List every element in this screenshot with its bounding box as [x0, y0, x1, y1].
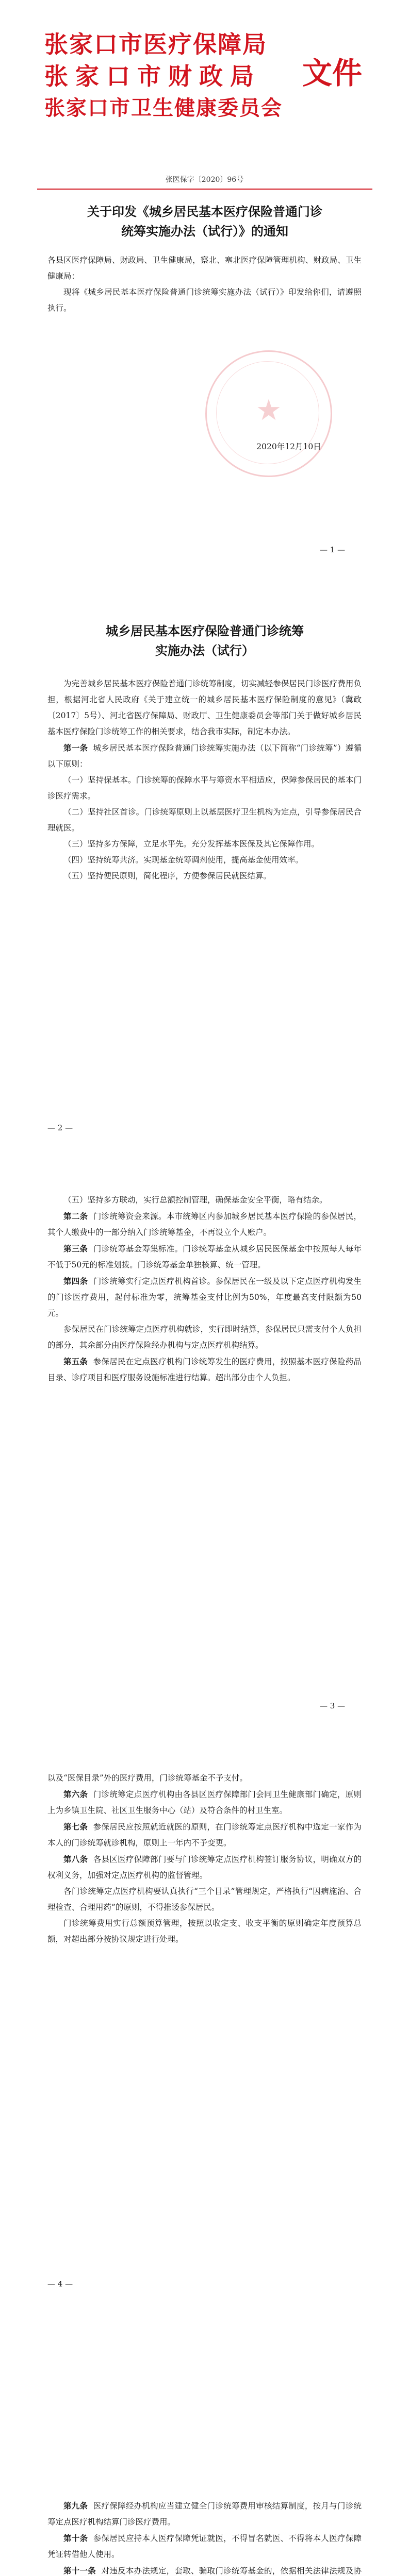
- principle-2: （二）坚持社区首诊。门诊统筹原则上以基层医疗卫生机构为定点，引导参保居民合理就医。: [47, 807, 362, 833]
- notice-title: [37, 202, 372, 241]
- article-2-label: 第二条: [63, 1211, 88, 1221]
- article-11-text: 对违反本办法规定，套取、骗取门诊统筹基金的，依据相关法律法规及协: [101, 2566, 362, 2575]
- page-2: [0, 578, 409, 1155]
- measures-title-line1: 城乡居民基本医疗保险普通门诊统筹: [106, 623, 304, 638]
- sign-date: 2020年12月10日: [256, 442, 321, 451]
- measures-title-line2: 实施办法（试行）: [155, 643, 254, 658]
- principle-3: （三）坚持多方保障，立足水平先。充分发挥基本医保及其它保障作用。: [63, 839, 320, 849]
- header-wenjian: 文件: [302, 56, 363, 91]
- measures-body-2: [47, 1192, 362, 1386]
- article-1-text: 城乡居民基本医疗保险普通门诊统筹实施办法（以下简称“门诊统筹”）遵循以下原则：: [47, 743, 362, 769]
- seal-star-icon: ★: [255, 394, 282, 427]
- document-number: 张医保字〔2020〕96号: [165, 176, 244, 184]
- notice-text: 现将《城乡居民基本医疗保险普通门诊统筹实施办法（试行）》印发给你们，请遵照执行。: [47, 287, 362, 313]
- continuation-2: 参保居民在门诊统筹定点医疗机构就诊，实行即时结算，参保居民只需支付个人负担的部分，其余部分由医疗保险经办机构与定点医疗机构结算。: [47, 1325, 362, 1350]
- continuation-3: 以及“医保目录”外的医疗费用，门诊统筹基金不予支付。: [47, 1773, 248, 1783]
- page-5: [0, 2312, 409, 2576]
- continuation-1: （五）坚持多方联动，实行总额控制管理，确保基金安全平衡，略有结余。: [63, 1195, 328, 1205]
- principle-4: （四）坚持统筹共济。实现基金统筹调剂使用，提高基金使用效率。: [63, 855, 304, 865]
- principle-5: （五）坚持便民原则，简化程序，方便参保居民就医结算。: [63, 871, 272, 880]
- article-11: [47, 2563, 362, 2576]
- article-5-label: 第五条: [63, 1357, 88, 1366]
- article-4: [47, 1273, 362, 1321]
- article-9: [47, 2498, 362, 2530]
- page-3: [0, 1156, 409, 1733]
- measures-body-4: [47, 2498, 362, 2576]
- header-agency-2: 张家口市财政局: [44, 62, 261, 90]
- page-1: [0, 0, 409, 577]
- article-8-text: 各县区医疗保障部门要与门诊统筹定点医疗机构签订服务协议，明确双方的权利义务，加强对定点医疗机构的监督管理。: [47, 1855, 362, 1880]
- continuation-5: 门诊统筹费用实行总额预算管理，按照以收定支、收支平衡的原则确定年度预算总额，对超出部分按协议规定进行处理。: [47, 1919, 362, 1944]
- article-11-label: 第十一条: [63, 2566, 96, 2575]
- measures-title: [37, 621, 372, 660]
- red-header: [44, 30, 364, 154]
- article-2-text: 门诊统筹资金来源。本市统筹区内参加城乡居民基本医疗保险的参保居民，其个人缴费中的一部分纳入门诊统筹基金，不再设立个人账户。: [47, 1212, 362, 1237]
- recipients: 各县区医疗保障局、财政局、卫生健康局，察北、塞北医疗保障管理机构、财政局、卫生健康局：: [47, 256, 362, 281]
- measures-body-1: [47, 676, 362, 884]
- article-10: [47, 2530, 362, 2563]
- article-3-label: 第三条: [63, 1244, 88, 1253]
- article-8-label: 第八条: [63, 1854, 88, 1864]
- notice-title-line1: 关于印发《城乡居民基本医疗保险普通门诊: [87, 204, 322, 219]
- article-2: [47, 1208, 362, 1241]
- article-1: [47, 740, 362, 772]
- page-number: — 1 —: [320, 545, 346, 554]
- page-number: — 2 —: [47, 1123, 73, 1132]
- measures-body-3: [47, 1770, 362, 1947]
- page-4: [0, 1734, 409, 2311]
- article-7-text: 参保居民应按照就近就医的原则，在门诊统筹定点医疗机构中选定一家作为本人的门诊统筹就诊机构，原则上一年内不予变更。: [47, 1822, 362, 1848]
- article-5-text: 参保居民在定点医疗机构门诊统筹发生的医疗费用，按照基本医疗保险药品目录、诊疗项目和医疗服务设施标准进行结算。超出部分由个人负担。: [47, 1357, 362, 1382]
- page-number: — 4 —: [47, 2279, 73, 2289]
- red-divider: [37, 189, 372, 190]
- article-5: [47, 1353, 362, 1386]
- article-10-label: 第十条: [63, 2533, 88, 2543]
- intro-paragraph: 为完善城乡居民基本医疗保险普通门诊统筹制度，切实减轻参保居民门诊医疗费用负担，根据河北省人民政府《关于建立统一的城乡居民基本医疗保险制度的意见》（冀政〔2017〕5号）、河北省医疗保障局、财政厅、卫生健康委员会等部门关于做好城乡居民基本医疗保险门诊统筹工作的相关要求，结合我市实际，制定本办法。: [47, 679, 362, 736]
- article-3: [47, 1241, 362, 1273]
- header-agency-3: 张家口市卫生健康委员会: [44, 96, 283, 120]
- article-4-text: 门诊统筹实行定点医疗机构首诊。参保居民在一级及以下定点医疗机构发生的门诊医疗费用，起付标准为零，统筹基金支付比例为50%，年度最高支付限额为50元。: [47, 1277, 362, 1318]
- article-7-label: 第七条: [63, 1822, 88, 1832]
- official-seal: [205, 350, 332, 477]
- header-agency-1: 张家口市医疗保障局: [44, 30, 267, 58]
- article-6-text: 门诊统筹定点医疗机构由各县区医疗保障部门会同卫生健康部门确定，原则上为乡镇卫生院、社区卫生服务中心（站）及符合条件的村卫生室。: [47, 1790, 362, 1815]
- article-3-text: 门诊统筹基金筹集标准。门诊统筹基金从城乡居民医保基金中按照每人每年不低于50元的标准划拨。门诊统筹基金单独核算、统一管理。: [47, 1244, 362, 1269]
- article-6-label: 第六条: [63, 1789, 88, 1799]
- notice-body: [47, 252, 362, 316]
- article-9-text: 医疗保障经办机构应当建立健全门诊统筹费用审核结算制度，按月与门诊统筹定点医疗机构结算门诊医疗费用。: [47, 2501, 362, 2527]
- article-8: [47, 1851, 362, 1884]
- article-1-label: 第一条: [63, 743, 88, 753]
- page-number: — 3 —: [320, 1701, 346, 1710]
- article-7: [47, 1819, 362, 1851]
- continuation-4: 各门诊统筹定点医疗机构要认真执行“三个目录”管理规定，严格执行“因病施治、合理检查、合理用药”的原则，不得推诿参保居民。: [47, 1887, 362, 1912]
- principle-1: （一）坚持保基本。门诊统筹的保障水平与筹资水平相适应，保障参保居民的基本门诊医疗需求。: [47, 775, 362, 801]
- article-10-text: 参保居民应持本人医疗保障凭证就医，不得冒名就医、不得将本人医疗保障凭证转借他人使用。: [47, 2534, 362, 2559]
- notice-title-line2: 统筹实施办法（试行）》的通知: [121, 224, 288, 239]
- article-9-label: 第九条: [63, 2501, 88, 2511]
- article-4-label: 第四条: [63, 1276, 88, 1286]
- article-6: [47, 1786, 362, 1819]
